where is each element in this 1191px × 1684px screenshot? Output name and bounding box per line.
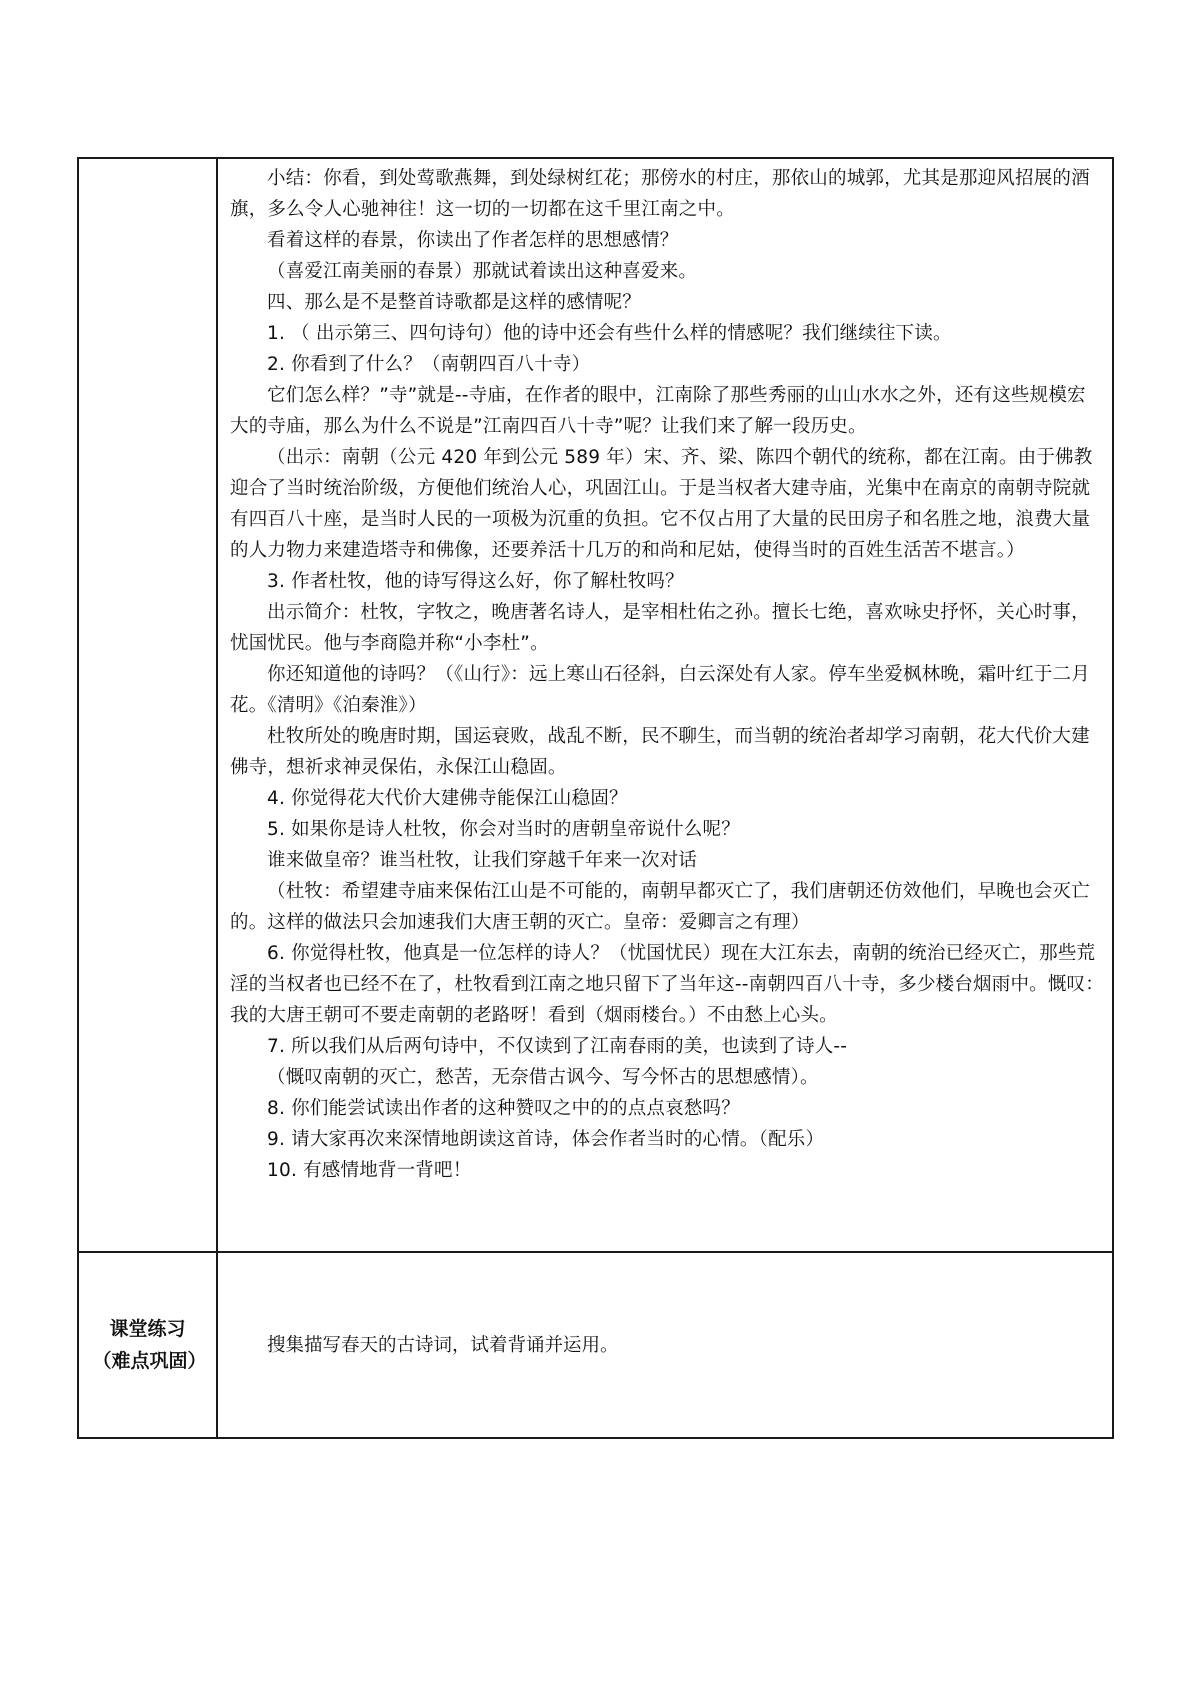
paragraph-du-mu-intro: 出示简介：杜牧，字牧之，晚唐著名诗人，是宰相杜佑之孙。擅长七绝，喜欢咏史抒怀，关心时事，忧国忧民。他与李商隐并称“小李杜”。 <box>230 602 1090 654</box>
paragraph-step-3: 3. 作者杜牧，他的诗写得这么好，你了解杜牧吗？ <box>267 571 684 592</box>
teaching-process-row <box>78 158 1113 1252</box>
paragraph-step-7-answer: （慨叹南朝的灭亡，愁苦，无奈借古讽今、写今怀古的思想感情）。 <box>267 1067 819 1088</box>
practice-row <box>78 1252 1113 1438</box>
paragraph-step-5: 5. 如果你是诗人杜牧，你会对当时的唐朝皇帝说什么呢？ <box>267 819 740 840</box>
paragraph-step-9: 9. 请大家再次来深情地朗读这首诗，体会作者当时的心情。（配乐） <box>267 1129 825 1150</box>
practice-text: 搜集描写春天的古诗词，试着背诵并运用。 <box>267 1334 619 1356</box>
practice-label-cell <box>78 1252 217 1438</box>
paragraph-step-6: 6. 你觉得杜牧，他真是一位怎样的诗人？（忧国忧民）现在大江东去，南朝的统治已经灭亡，那些荒淫的当权者也已经不在了，杜牧看到江南之地只留下了当年这--南朝四百八十寺，多少楼台烟雨中。慨叹：我的大唐王朝可不要走南朝的老路呀！看到（烟雨楼台。）不由愁上心头。 <box>230 943 1104 1026</box>
paragraph-other-poems: 你还知道他的诗吗？（《山行》：远上寒山石径斜，白云深处有人家。停车坐爱枫林晚，霜叶红于二月花。《清明》《泊秦淮》） <box>230 664 1091 716</box>
teaching-process-content <box>217 158 1113 1252</box>
paragraph-question-feeling: 看着这样的春景，你读出了作者怎样的思想感情？ <box>267 230 679 251</box>
paragraph-step-10: 10. 有感情地背一背吧！ <box>267 1160 472 1181</box>
paragraph-summary: 小结：你看，到处莺歌燕舞，到处绿树红花；那傍水的村庄，那依山的城郭，尤其是那迎风招展的酒旗，多么令人心驰神往！这一切的一切都在这千里江南之中。 <box>230 168 1090 220</box>
paragraph-step-1: 1. （ 出示第三、四句诗句）他的诗中还会有些什么样的情感呢？我们继续往下读。 <box>267 323 952 344</box>
paragraph-dialogue-prompt: 谁来做皇帝？谁当杜牧，让我们穿越千年来一次对话 <box>267 850 698 871</box>
practice-content-cell <box>217 1252 1113 1438</box>
paragraph-step-4: 4. 你觉得花大代价大建佛寺能保江山稳固？ <box>267 788 628 809</box>
practice-label: 课堂练习（难点巩固） <box>92 1318 207 1372</box>
paragraph-step-7: 7. 所以我们从后两句诗中，不仅读到了江南春雨的美，也读到了诗人-- <box>267 1036 848 1057</box>
paragraph-dialogue: （杜牧：希望建寺庙来保佑江山是不可能的，南朝早都灭亡了，我们唐朝还仿效他们，早晚也会灭亡的。这样的做法只会加速我们大唐王朝的灭亡。皇帝：爱卿言之有理） <box>230 881 1090 933</box>
paragraph-late-tang: 杜牧所处的晚唐时期，国运衰败，战乱不断，民不聊生，而当朝的统治者却学习南朝，花大代价大建佛寺，想祈求神灵保佑，永保江山稳固。 <box>230 726 1090 778</box>
left-header-cell-empty <box>78 158 217 1252</box>
lesson-plan-table <box>77 157 1114 1439</box>
paragraph-answer-love: （喜爱江南美丽的春景）那就试着读出这种喜爱来。 <box>267 261 698 282</box>
paragraph-section-four: 四、那么是不是整首诗歌都是这样的感情呢？ <box>267 292 642 313</box>
paragraph-step-2: 2. 你看到了什么？（南朝四百八十寺） <box>267 354 591 375</box>
paragraph-southern-dynasties-history: （出示：南朝（公元 420 年到公元 589 年）宋、齐、梁、陈四个朝代的统称，都在江南。由于佛教迎合了当时统治阶级，方便他们统治人心，巩固江山。于是当权者大建寺庙，光集中在南京的南朝寺院就有四百八十座，是当时人民的一项极为沉重的负担。它不仅占用了大量的民田房子和名胜之地，浪费大量的人力物力来建造塔寺和佛像，还要养活十几万的和尚和尼姑，使得当时的百姓生活苦不堪言。） <box>230 447 1093 561</box>
paragraph-step-8: 8. 你们能尝试读出作者的这种赞叹之中的的点点哀愁吗？ <box>267 1098 740 1119</box>
paragraph-temples: 它们怎么样？”寺”就是--寺庙，在作者的眼中，江南除了那些秀丽的山山水水之外，还有这些规模宏大的寺庙，那么为什么不说是”江南四百八十寺”呢？让我们来了解一段历史。 <box>230 385 1086 437</box>
